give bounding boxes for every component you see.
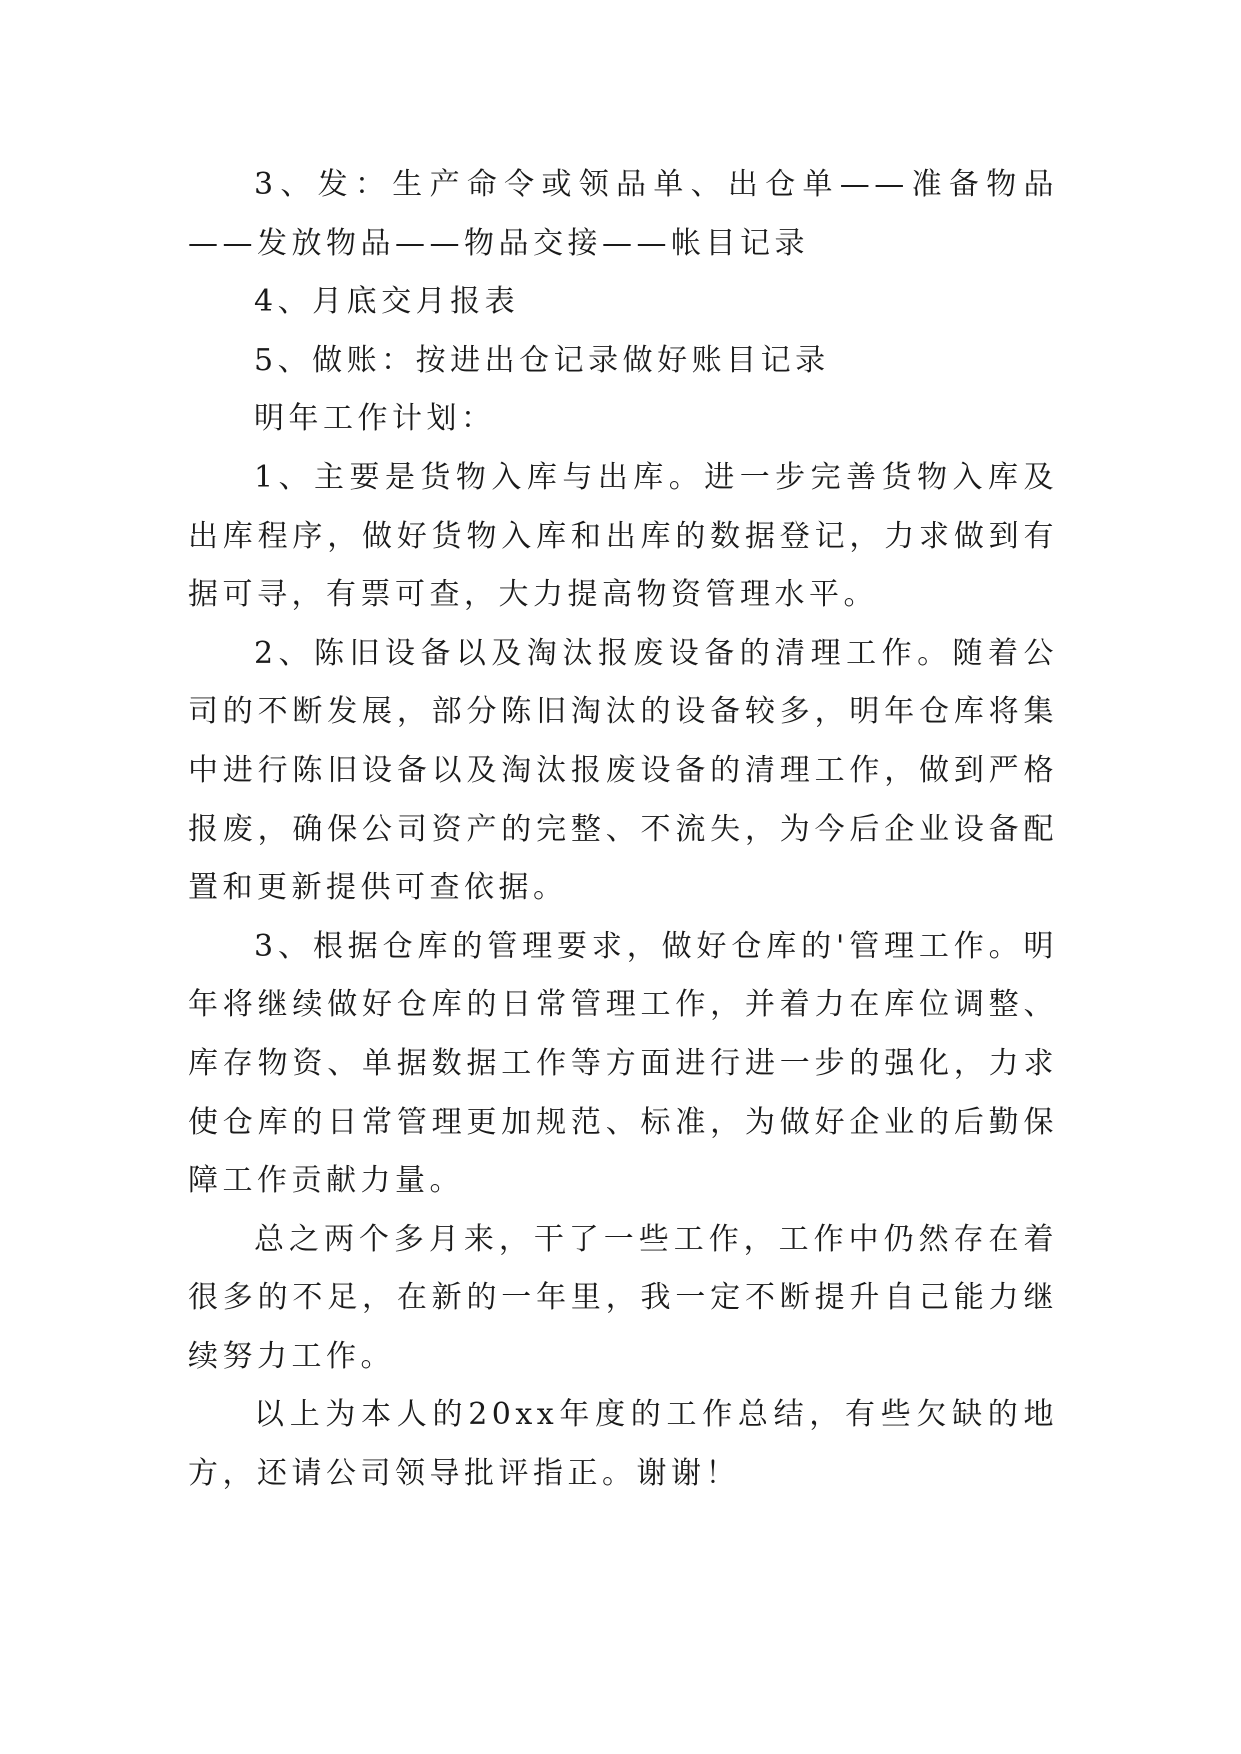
paragraph-summary: 总之两个多月来，干了一些工作，工作中仍然存在着很多的不足，在新的一年里，我一定不断提升自己能力继续努力工作。 <box>188 1221 1058 1374</box>
paragraph-plan-item-1: 1、主要是货物入库与出库。进一步完善货物入库及出库程序，做好货物入库和出库的数据登记，力求做到有据可寻，有票可查，大力提高物资管理水平。 <box>188 459 1058 613</box>
paragraph-closing: 以上为本人的20xx年度的工作总结，有些欠缺的地方，还请公司领导批评指正。谢谢！ <box>188 1397 1058 1492</box>
paragraph-next-year-plan-heading: 明年工作计划： <box>254 401 496 437</box>
document-body <box>188 156 1058 1504</box>
paragraph-monthly-report: 4、月底交月报表 <box>254 284 520 320</box>
paragraph-plan-item-3: 3、根据仓库的管理要求，做好仓库的'管理工作。明年将继续做好仓库的日常管理工作，并着力在库位调整、库存物资、单据数据工作等方面进行进一步的强化，力求使仓库的日常管理更加规范、标准，为做好企业的后勤保障工作贡献力量。 <box>188 928 1058 1199</box>
paragraph-bookkeeping: 5、做账：按进出仓记录做好账目记录 <box>254 342 830 378</box>
paragraph-issue-procedure: 3、发：生产命令或领品单、出仓单——准备物品——发放物品——物品交接——帐目记录 <box>188 167 1058 261</box>
paragraph-plan-item-2: 2、陈旧设备以及淘汰报废设备的清理工作。随着公司的不断发展，部分陈旧淘汰的设备较多，明年仓库将集中进行陈旧设备以及淘汰报废设备的清理工作，做到严格报废，确保公司资产的完整、不流失，为今后企业设备配置和更新提供可查依据。 <box>188 635 1058 906</box>
